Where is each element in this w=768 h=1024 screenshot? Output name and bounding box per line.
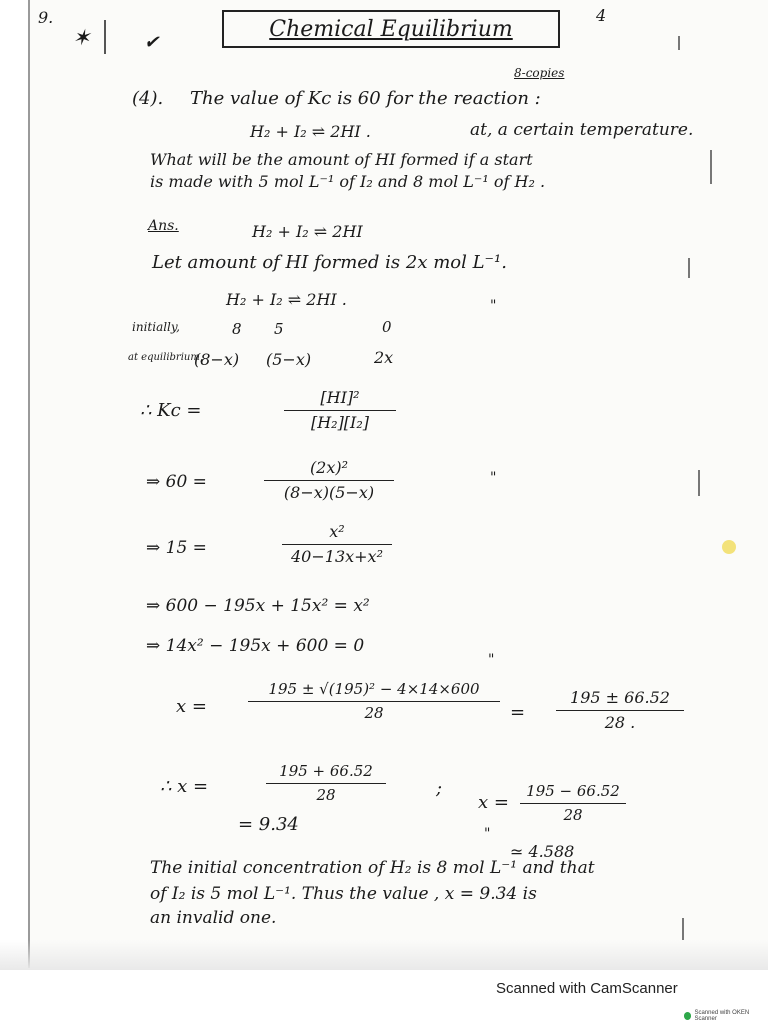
answer-label: Ans. <box>148 218 179 234</box>
conclusion-line-1: The initial concentration of H₂ is 8 mol L⁻¹ and that <box>150 858 595 878</box>
question-reaction-suffix: at, a certain temperature. <box>470 120 694 140</box>
margin-rule <box>104 20 106 54</box>
step3: ⇒ 600 − 195x + 15x² = x² <box>146 596 370 616</box>
page-title: Chemical Equilibrium <box>222 10 560 48</box>
quote-mark: " <box>490 298 497 314</box>
scanner-logo-icon <box>684 1012 691 1020</box>
question-number: (4). <box>132 88 164 109</box>
corner-mark: 9. <box>38 8 54 27</box>
table-reaction: H₂ + I₂ ⇌ 2HI . <box>226 290 347 309</box>
x-lhs: x = <box>176 696 207 717</box>
quote-mark: " <box>490 470 497 486</box>
let-statement: Let amount of HI formed is 2x mol L⁻¹. <box>152 252 507 273</box>
tick-mark <box>688 258 690 278</box>
quote-mark: " <box>488 652 495 668</box>
initial-hi: 0 <box>382 318 392 336</box>
question-line-4: is made with 5 mol L⁻¹ of I₂ and 8 mol L⁻¹ of H₂ . <box>150 172 546 191</box>
x2-result: ≃ 4.588 <box>510 842 575 861</box>
stain-spot <box>722 540 736 554</box>
initially-label: initially, <box>132 320 180 334</box>
kc-lhs: ∴ Kc = <box>140 400 202 421</box>
check-icon: ✔ <box>144 32 160 53</box>
x2-fraction: 195 − 66.52 28 <box>520 782 626 824</box>
question-line-3: What will be the amount of HI formed if a start <box>150 150 533 169</box>
eq-i2: (5−x) <box>266 350 312 369</box>
step4: ⇒ 14x² − 195x + 600 = 0 <box>146 636 365 656</box>
question-reaction: H₂ + I₂ ⇌ 2HI . <box>250 122 371 141</box>
copies-note: 8-copies <box>514 66 565 80</box>
quadratic-fraction: 195 ± √(195)² − 4×14×600 28 <box>248 680 500 722</box>
kc-numerator: [HI]² <box>320 388 360 407</box>
conclusion-line-3: an invalid one. <box>150 908 277 928</box>
equilibrium-label: at equilibrium, <box>128 352 203 363</box>
step1-fraction: (2x)² (8−x)(5−x) <box>264 458 394 502</box>
kc-denominator: [H₂][I₂] <box>310 413 370 432</box>
step1-lhs: ⇒ 60 = <box>146 472 207 492</box>
bracket-mark <box>710 150 712 184</box>
quote-mark: " <box>484 826 491 842</box>
star-icon: ✶ <box>72 26 91 51</box>
conclusion-line-2: of I₂ is 5 mol L⁻¹. Thus the value , x = 9.34 is <box>150 884 537 904</box>
x1-result: = 9.34 <box>238 814 299 835</box>
semicolon: ; <box>436 778 443 799</box>
top-note: 4 <box>596 6 607 25</box>
page-shadow <box>0 940 768 970</box>
initial-h2: 8 <box>232 320 242 338</box>
equals-sign: = <box>510 702 526 723</box>
eq-hi: 2x <box>374 348 394 367</box>
x1-lhs: ∴ x = <box>160 776 209 797</box>
tick-mark <box>682 918 684 940</box>
scanner-small-watermark: Scanned with OKEN Scanner <box>684 1010 768 1022</box>
step2-lhs: ⇒ 15 = <box>146 538 207 558</box>
tick-mark <box>678 36 680 50</box>
tick-mark <box>698 470 700 496</box>
step2-fraction: x² 40−13x+x² <box>282 522 392 566</box>
kc-fraction <box>284 388 396 432</box>
initial-i2: 5 <box>274 320 284 338</box>
x1-fraction: 195 + 66.52 28 <box>266 762 386 804</box>
x2-lhs: x = <box>478 792 509 813</box>
question-line-1: The value of Kc is 60 for the reaction : <box>190 88 541 109</box>
eq-h2: (8−x) <box>194 350 240 369</box>
answer-reaction: H₂ + I₂ ⇌ 2HI <box>252 222 363 241</box>
scanner-watermark: Scanned with CamScanner <box>496 980 678 997</box>
scanned-page <box>28 0 768 968</box>
quadratic-fraction-2: 195 ± 66.52 28 . <box>556 688 684 732</box>
